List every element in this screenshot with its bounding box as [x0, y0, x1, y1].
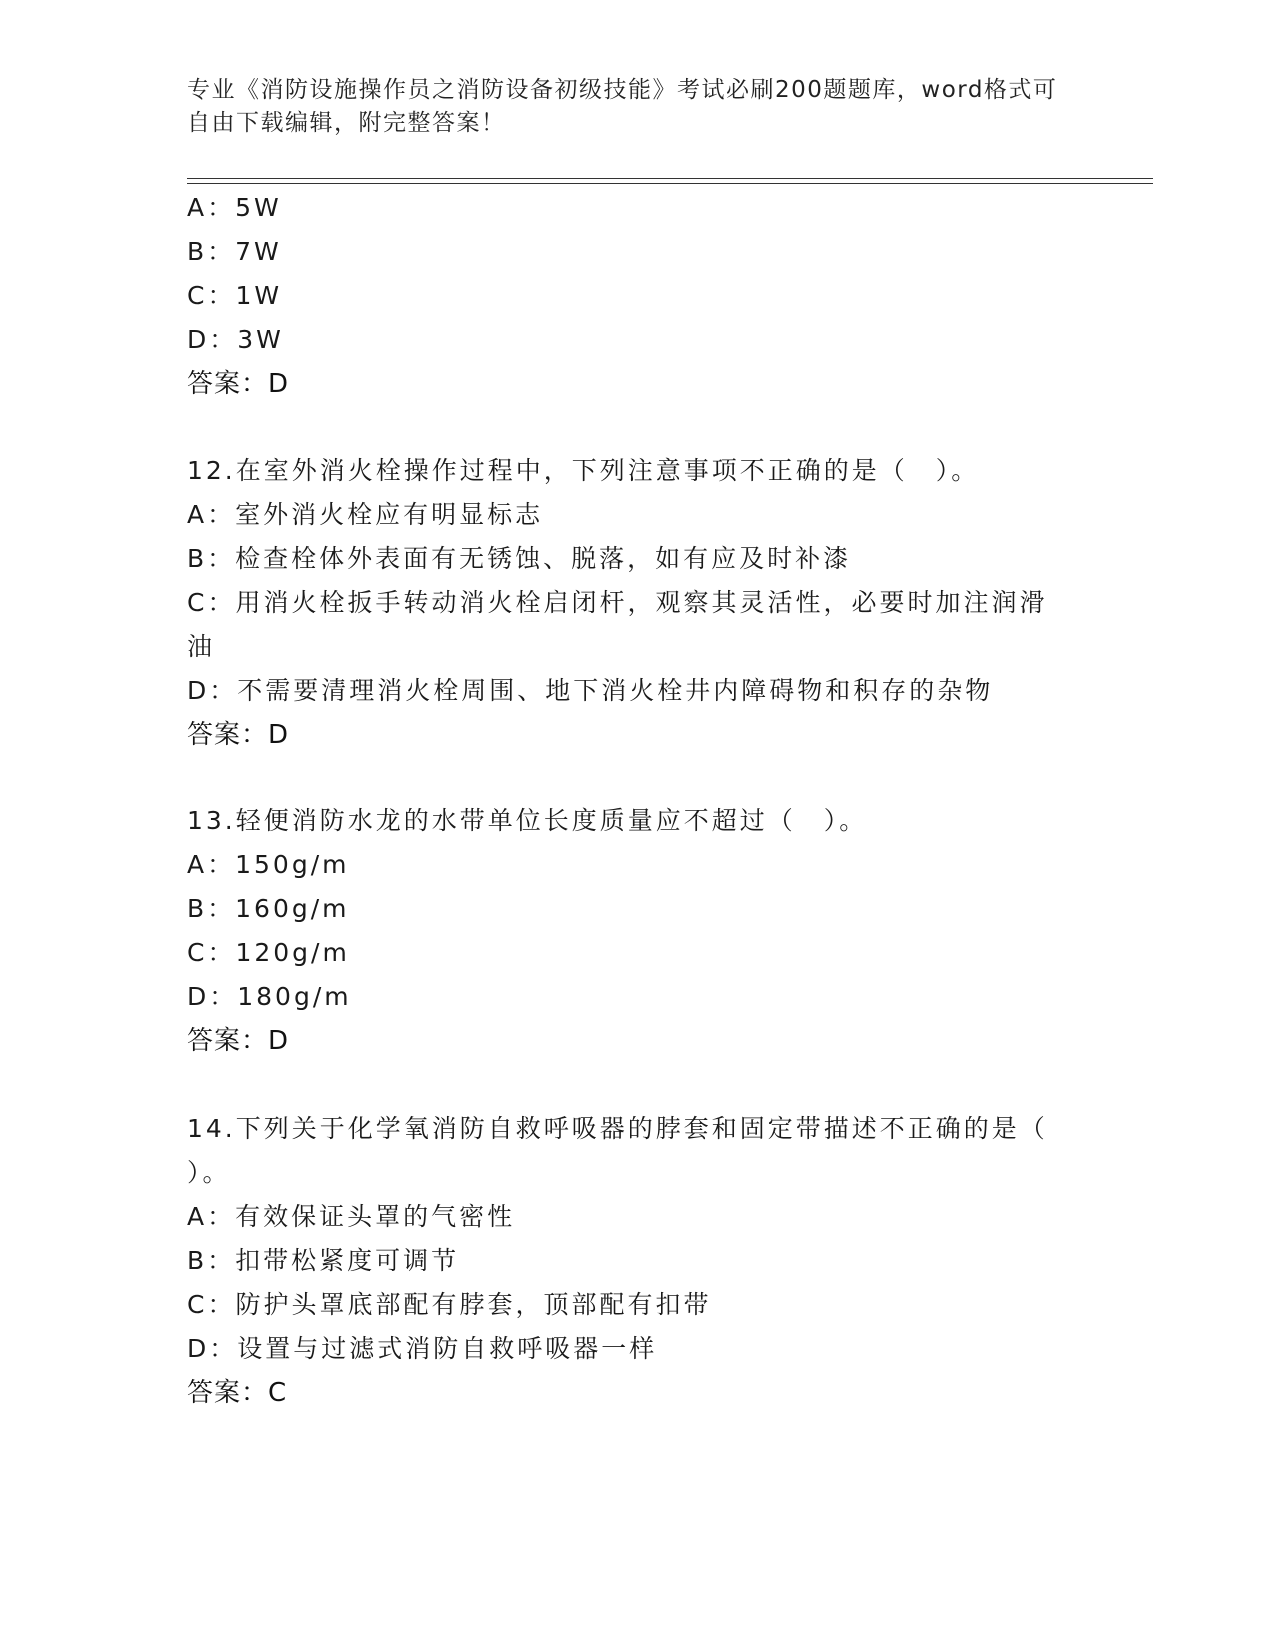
q14-option-d: D：设置与过滤式消防自救呼吸器一样 — [187, 1334, 658, 1363]
q12-option-a: A：室外消火栓应有明显标志 — [187, 500, 544, 529]
q13-stem: 13.轻便消防水龙的水带单位长度质量应不超过（ ）。 — [187, 806, 868, 835]
q12-answer: 答案：D — [187, 720, 290, 750]
q13-option-d: D：180g/m — [187, 982, 352, 1011]
q14-option-a: A：有效保证头罩的气密性 — [187, 1202, 516, 1231]
q12-option-c: C：用消火栓扳手转动消火栓启闭杆，观察其灵活性，必要时加注润滑 — [187, 588, 1048, 617]
q13-option-b: B：160g/m — [187, 894, 350, 923]
q14-stem-line-1: 14.下列关于化学氧消防自救呼吸器的脖套和固定带描述不正确的是（ — [187, 1114, 1048, 1143]
q14-option-c: C：防护头罩底部配有脖套，顶部配有扣带 — [187, 1290, 712, 1319]
document-header — [187, 74, 1067, 140]
q14-answer: 答案：C — [187, 1378, 288, 1408]
q14-stem-line-2: ）。 — [187, 1158, 231, 1187]
q11-option-b: B：7W — [187, 237, 282, 266]
q12-option-b: B：检查栓体外表面有无锈蚀、脱落，如有应及时补漆 — [187, 544, 852, 573]
q12-stem: 12.在室外消火栓操作过程中，下列注意事项不正确的是（ ）。 — [187, 456, 980, 485]
q14-option-b: B：扣带松紧度可调节 — [187, 1246, 460, 1275]
q12-option-c-continued: 油 — [187, 632, 216, 661]
q11-answer: 答案：D — [187, 369, 290, 399]
q11-option-c: C：1W — [187, 281, 283, 310]
header-line-1: 专业《消防设施操作员之消防设备初级技能》考试必刷200题题库，word格式可 — [187, 77, 1058, 103]
header-rule-top — [187, 178, 1153, 179]
q13-option-c: C：120g/m — [187, 938, 350, 967]
q11-option-d: D：3W — [187, 325, 284, 354]
q11-option-a: A：5W — [187, 193, 282, 222]
q12-option-d: D：不需要清理消火栓周围、地下消火栓井内障碍物和积存的杂物 — [187, 676, 994, 705]
header-line-2: 自由下载编辑，附完整答案！ — [187, 110, 506, 136]
header-rule-bottom — [187, 183, 1153, 184]
q13-option-a: A：150g/m — [187, 850, 350, 879]
q13-answer: 答案：D — [187, 1026, 290, 1056]
